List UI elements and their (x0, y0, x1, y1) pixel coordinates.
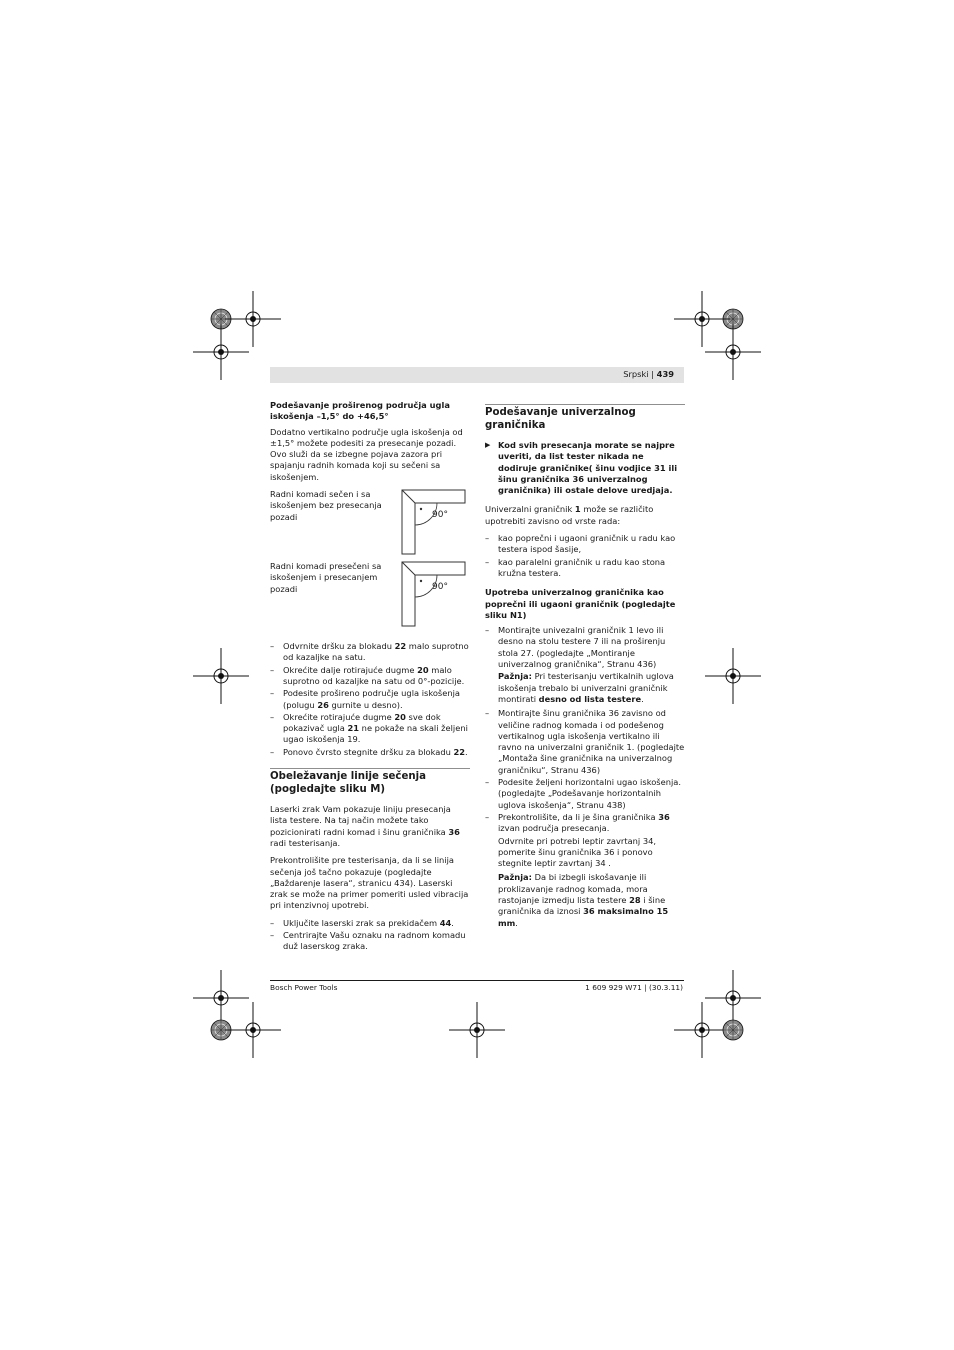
list-item: – Podesite prošireno područje ugla iskošenja (polugu 26 gurnite u desno). (270, 688, 470, 711)
list-item: – Centrirajte Vašu oznaku na radnom komadu duž laserskog zraka. (270, 930, 470, 953)
fence-intro-paragraph: Univerzalni graničnik 1 može se različito upotrebiti zavisno od vrste rada: (485, 504, 654, 526)
fence-uses-list (485, 533, 685, 579)
laser-paragraph: Laserki zrak Vam pokazuje liniju presecanja lista testere. Na taj način možete tako pozicionirati radni komad i šinu graničnika 36 radi testerisanja. (270, 804, 460, 848)
subsection-title-crosscut: Upotreba univerzalnog graničnika kao poprečni ili ugaoni graničnik (pogledajte sliku N1) (485, 587, 676, 620)
footer-doc-number: 1 609 929 W71 | (30.3.11) (585, 983, 683, 992)
angle-label-2: 90° (432, 582, 448, 593)
laser-check-paragraph: Prekontrolišite pre testerisanja, da li se linija sečenja još tačno pokazuje (pogledajte „Baždarenje lasera“, stranicu 434). Laserski zrak se može na primer pomeriti usled vibracija pri intenzivnoj upotrebi. (270, 855, 469, 911)
figure-caption-1: Radni komadi sečen i sa iskošenjem bez presecanja pozadi (270, 489, 382, 522)
footer-rule (270, 980, 684, 981)
crosscut-steps-list-2 (485, 708, 685, 834)
list-item: – kao paralelni graničnik u radu kao stona kružna testera. (485, 557, 685, 580)
footer-brand: Bosch Power Tools (270, 983, 338, 992)
angle-label-1: 90° (432, 510, 448, 521)
figure-without-rear-cut (270, 489, 470, 559)
bevel-intro-paragraph: Dodatno vertikalno područje ugla iskošenja od ±1,5° možete podesiti za presecanje pozadi. Ovo služi da se izbegne pojava zazora pri spajanju radnih komada koji su sečeni sa iskošenjem. (270, 426, 463, 482)
subsection-title-bevel-range: Podešavanje proširenog područja ugla iskošenja –1,5° do +46,5° (270, 400, 450, 422)
warning-item: ▶ Kod svih presecanja morate se najpre uveriti, da list tester nikada ne dodiruje graničnike( šinu vodjice 31 ili šinu graničnika 36 univerzalnog graničnika) ili ostale delove uredjaja. (485, 440, 678, 496)
laser-steps-list (270, 918, 470, 953)
section-title-cut-line: Obeležavanje linije sečenja (pogledajte sliku M) (270, 768, 470, 796)
section-title-universal-fence: Podešavanje univerzalnog graničnika (485, 404, 685, 432)
note-paragraph-2: Pažnja: Da bi izbegli iskošavanje ili proklizavanje radnog komada, mora rastojanje izmedju lista testere 28 i šine graničnika da iznosi 36 maksimalno 15 mm. (498, 872, 669, 928)
list-item: – Uključite laserski zrak sa prekidačem 44. (270, 918, 470, 929)
right-column (485, 404, 685, 932)
crosscut-steps-list (485, 625, 685, 670)
angle-diagram-2 (401, 561, 467, 627)
list-item: – kao poprečni i ugaoni graničnik u radu kao testera ispod šasije, (485, 533, 685, 556)
list-item: – Montirajte univezalni graničnik 1 levo ili desno na stolu testere 7 ili na proširenju stola 27. (pogledajte „Montiranje univerzalnog graničnika“, Stranu 436) (485, 625, 685, 670)
figure-with-rear-cut (270, 561, 470, 631)
figure-caption-2: Radni komadi presečeni sa iskošenjem i presecanjem pozadi (270, 561, 382, 594)
arrow-bullet-icon: ▶ (485, 441, 491, 449)
list-item: – Podesite željeni horizontalni ugao iskošenja. (pogledajte „Podešavanje horizontalnih uglova iskošenja“, Stranu 438) (485, 777, 685, 811)
list-item: – Okrećite dalje rotirajuće dugme 20 malo suprotno od kazaljke na satu od 0°-pozicije. (270, 665, 470, 688)
page-number: 439 (656, 369, 674, 379)
list-item: – Okrećite rotirajuće dugme 20 sve dok pokazivač ugla 21 ne pokaže na skali željeni ugao iskošenja 19. (270, 712, 470, 746)
header-language: Srpski (623, 369, 649, 379)
list-item: – Odvrnite dršku za blokadu 22 malo suprotno od kazaljke na satu. (270, 641, 470, 664)
list-item: – Prekontrolišite, da li je šina graničnika 36 izvan područja presecanja. (485, 812, 685, 835)
list-item: – Montirajte šinu graničnika 36 zavisno od veličine radnog komada i od podešenog vertikalnog ugla iskošenja vertikalno ili ravno na univerzalni graničnik 1. (pogledajte „Montaža šine graničnika na univerzalnog graničniku“, Stranu 436) (485, 708, 685, 776)
bevel-steps-list (270, 641, 470, 758)
wing-screw-paragraph: Odvrnite pri potrebi leptir zavrtanj 34, pomerite šinu graničnika 36 i ponovo stegnite leptir zavrtanj 34 . (498, 835, 657, 869)
list-item: – Ponovo čvrsto stegnite dršku za blokadu 22. (270, 747, 470, 758)
angle-diagram-1 (401, 489, 467, 555)
left-column (270, 400, 470, 959)
note-paragraph-1: Pažnja: Pri testerisanju vertikalnih uglova iskošenja trebalo bi univerzalni graničnik montirati desno od lista testere. (498, 671, 674, 704)
page-header: Srpski | 439 (270, 367, 684, 383)
